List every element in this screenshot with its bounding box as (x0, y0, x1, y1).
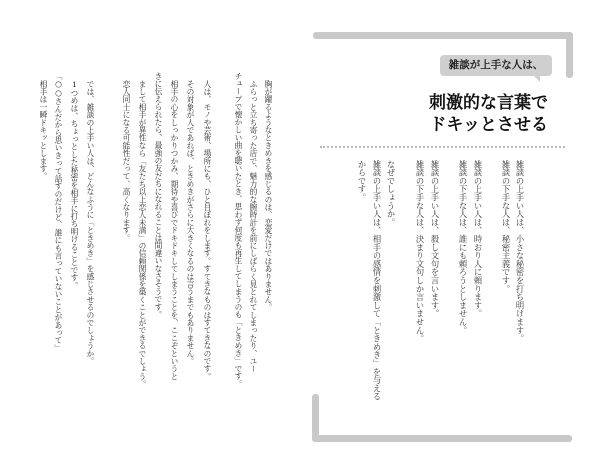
speech-bubble: 雑談が上手な人は、 (440, 55, 552, 76)
frame-bottom-bar (312, 435, 572, 442)
summary-column: 雑談の上手い人は、殺し文句を言います。 (430, 160, 440, 318)
summary-column: 雑談の上手い人は、小さな秘密を打ち明けます。 (515, 160, 525, 343)
body-column: きに伝えられたら、最強の友だちになれることは間違いなさそうです。 (154, 72, 163, 319)
body-column: 人は、モノや芸術、場所にも、ひと目ぼれをします。すてきなものはすてきなのです。 (203, 80, 212, 381)
frame-right-bar (566, 32, 573, 78)
chapter-title-line1: 刺激的な言葉で (429, 93, 548, 113)
body-column: チューブで懐かしい曲を聴いたとき、思わず何度も再生してしまうのも「ときめき」です。 (234, 72, 243, 388)
body-column: 相手は一瞬ドキッとします。 (39, 80, 48, 181)
body-column: 雑談の上手い人は、相手の感情を刺激して「ときめき」を与える (372, 160, 382, 401)
body-column: では、雑談の上手い人は、どんなふうに「ときめき」を感じさせるのでしょうか。 (86, 80, 95, 365)
body-column: からです。 (357, 160, 367, 202)
body-column: 1つめは、ちょっとした秘密を相手に打ち明けることです。 (70, 80, 79, 290)
dotted-divider (320, 146, 565, 148)
body-column: 胸が躍るようなときめきを感じるのは、恋愛だけではありません。 (264, 80, 273, 311)
body-column: 相手の心をしっかりつかみ、期待や喜びでドキドキしてしまうことを、ここぞというと (170, 80, 179, 381)
frame-top-bar (313, 32, 573, 39)
body-column: 恋人同士になる可能性だって、高くなります。 (122, 80, 131, 242)
body-column: 「○○さんだから思いきって話すのだけど、誰にも言っていないことがあって」 (54, 72, 63, 352)
summary-column: 雑談の下手な人は、決まり文句しか言いません。 (415, 160, 425, 343)
summary-column: 雑談の下手な人は、秘密主義です。 (501, 160, 511, 293)
summary-column: 雑談の上手い人は、時おり人に頼ります。 (473, 160, 483, 318)
summary-column: 雑談の下手な人は、誰にも頼ろうとしません。 (458, 160, 468, 335)
body-column: ふらっと立ち寄った店で、魅力的な腕時計を前にしばらく見とれてしまったり、ユー (249, 80, 258, 373)
body-column: その対象が人であれば、ときめきがさらに大きくなるのは言うまでもありません。 (186, 80, 195, 365)
chapter-title-line2: ドキッとさせる (429, 115, 548, 135)
body-column: なぜでしょうか。 (386, 160, 396, 227)
body-column: まして相手が異性なら「友たち以上恋人未満」の信頼関係を築くことができるでしょう。 (138, 80, 147, 388)
